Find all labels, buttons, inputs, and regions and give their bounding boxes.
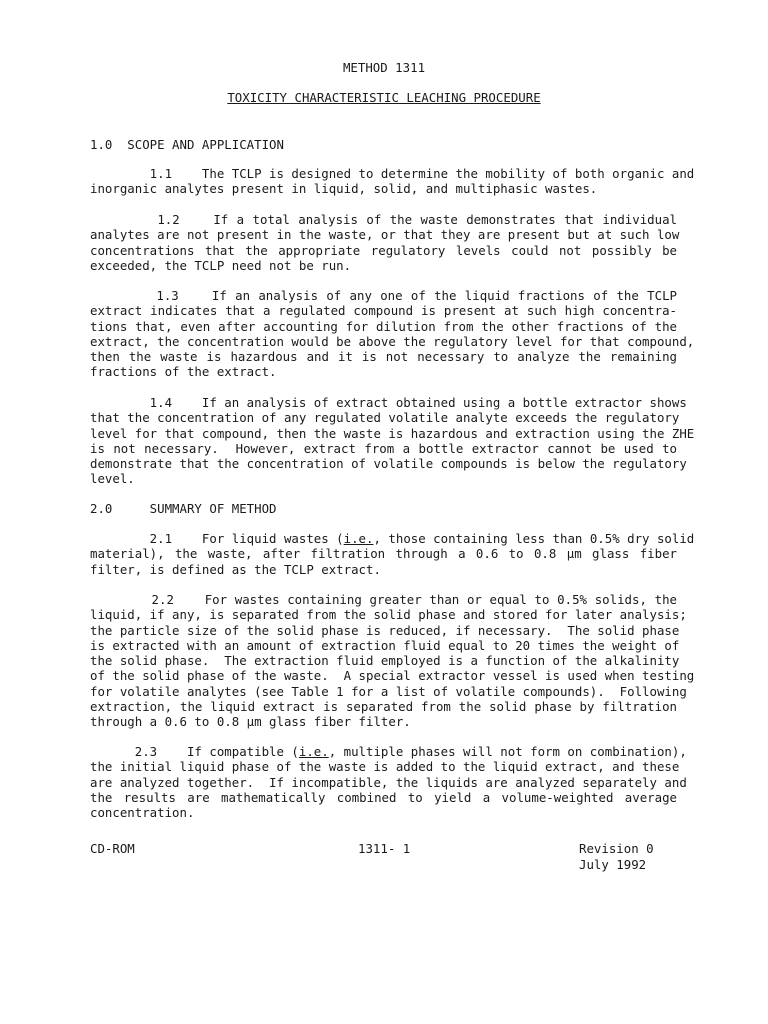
- section-heading-summary: 2.0 SUMMARY OF METHOD: [90, 501, 277, 516]
- text-line: [90, 531, 695, 546]
- paragraph-1-4: [90, 395, 695, 487]
- ie-abbreviation: i.e.: [343, 531, 374, 546]
- method-number: METHOD 1311: [342, 60, 426, 75]
- revision-date: July 1992: [579, 857, 647, 872]
- text-fragment: 2.3 If compatible (: [90, 744, 299, 759]
- text-fragment: , those containing less than 0.5% dry solid: [373, 531, 695, 546]
- text-line: level for that compound, then the waste is hazardous and extraction using the ZHE: [90, 425, 695, 441]
- text-line: filter, is defined as the TCLP extract.: [90, 561, 381, 577]
- text-line: is extracted with an amount of extraction fluid equal to 20 times the weight of: [90, 637, 680, 653]
- section-heading-scope: 1.0 SCOPE AND APPLICATION: [90, 137, 284, 152]
- text-fragment: , multiple phases will not form on combination),: [328, 744, 687, 759]
- text-line: 1.4 If an analysis of extract obtained using a bottle extractor shows: [90, 395, 687, 410]
- text-line: the results are mathematically combined to yield a volume-weighted average: [90, 789, 677, 805]
- paragraph-2-3: [90, 744, 687, 821]
- text-line: the particle size of the solid phase is reduced, if necessary. The solid phase: [90, 622, 680, 638]
- text-fragment: 2.1 For liquid wastes (: [90, 531, 344, 546]
- revision-label: Revision 0: [579, 841, 654, 856]
- paragraph-1-2: [90, 212, 680, 273]
- text-line: extract indicates that a regulated compound is present at such high concentra-: [90, 303, 677, 319]
- text-line: extract, the concentration would be above the regulatory level for that compound,: [90, 333, 695, 349]
- text-line: liquid, if any, is separated from the solid phase and stored for later analysis;: [90, 607, 687, 623]
- text-line: through a 0.6 to 0.8 µm glass fiber filter.: [90, 714, 411, 730]
- text-line: tions that, even after accounting for dilution from the other fractions of the: [90, 318, 677, 334]
- text-line: then the waste is hazardous and it is not necessary to analyze the remaining: [90, 349, 677, 365]
- footer-label: CD-ROM: [90, 841, 135, 856]
- text-line: of the solid phase of the waste. A special extractor vessel is used when testing: [90, 668, 695, 684]
- paragraph-2-2: [90, 592, 695, 730]
- text-line: demonstrate that the concentration of volatile compounds is below the regulatory: [90, 456, 687, 472]
- text-line: the initial liquid phase of the waste is added to the liquid extract, and these: [90, 759, 680, 775]
- text-line: analytes are not present in the waste, or that they are present but at such low: [90, 227, 680, 243]
- page-number: 1311- 1: [358, 841, 411, 856]
- text-line: 1.1 The TCLP is designed to determine the mobility of both organic and: [90, 166, 695, 181]
- text-line: is not necessary. However, extract from a bottle extractor cannot be used to: [90, 440, 677, 456]
- text-line: inorganic analytes present in liquid, solid, and multiphasic wastes.: [90, 181, 598, 197]
- text-line: extraction, the liquid extract is separated from the solid phase by filtration: [90, 699, 677, 715]
- text-line: for volatile analytes (see Table 1 for a list of volatile compounds). Following: [90, 683, 687, 699]
- text-line: exceeded, the TCLP need not be run.: [90, 257, 352, 273]
- paragraph-2-1: [90, 531, 695, 577]
- text-line: [90, 744, 687, 759]
- paragraph-1-1: [90, 166, 695, 197]
- text-line: 1.2 If a total analysis of the waste demonstrates that individual: [90, 212, 677, 227]
- text-line: 1.3 If an analysis of any one of the liquid fractions of the TCLP: [90, 288, 677, 303]
- document-title: TOXICITY CHARACTERISTIC LEACHING PROCEDURE: [227, 90, 541, 105]
- text-line: concentration.: [90, 805, 195, 821]
- text-line: are analyzed together. If incompatible, the liquids are analyzed separately and: [90, 774, 687, 790]
- text-line: material), the waste, after filtration through a 0.6 to 0.8 µm glass fiber: [90, 546, 677, 562]
- text-line: that the concentration of any regulated volatile analyte exceeds the regulatory: [90, 410, 680, 426]
- text-line: level.: [90, 471, 135, 487]
- paragraph-1-3: [90, 288, 695, 380]
- ie-abbreviation: i.e.: [298, 744, 329, 759]
- text-line: 2.2 For wastes containing greater than or equal to 0.5% solids, the: [90, 592, 677, 607]
- text-line: the solid phase. The extraction fluid employed is a function of the alkalinity: [90, 653, 680, 669]
- text-line: fractions of the extract.: [90, 364, 277, 380]
- text-line: concentrations that the appropriate regulatory levels could not possibly be: [90, 242, 677, 258]
